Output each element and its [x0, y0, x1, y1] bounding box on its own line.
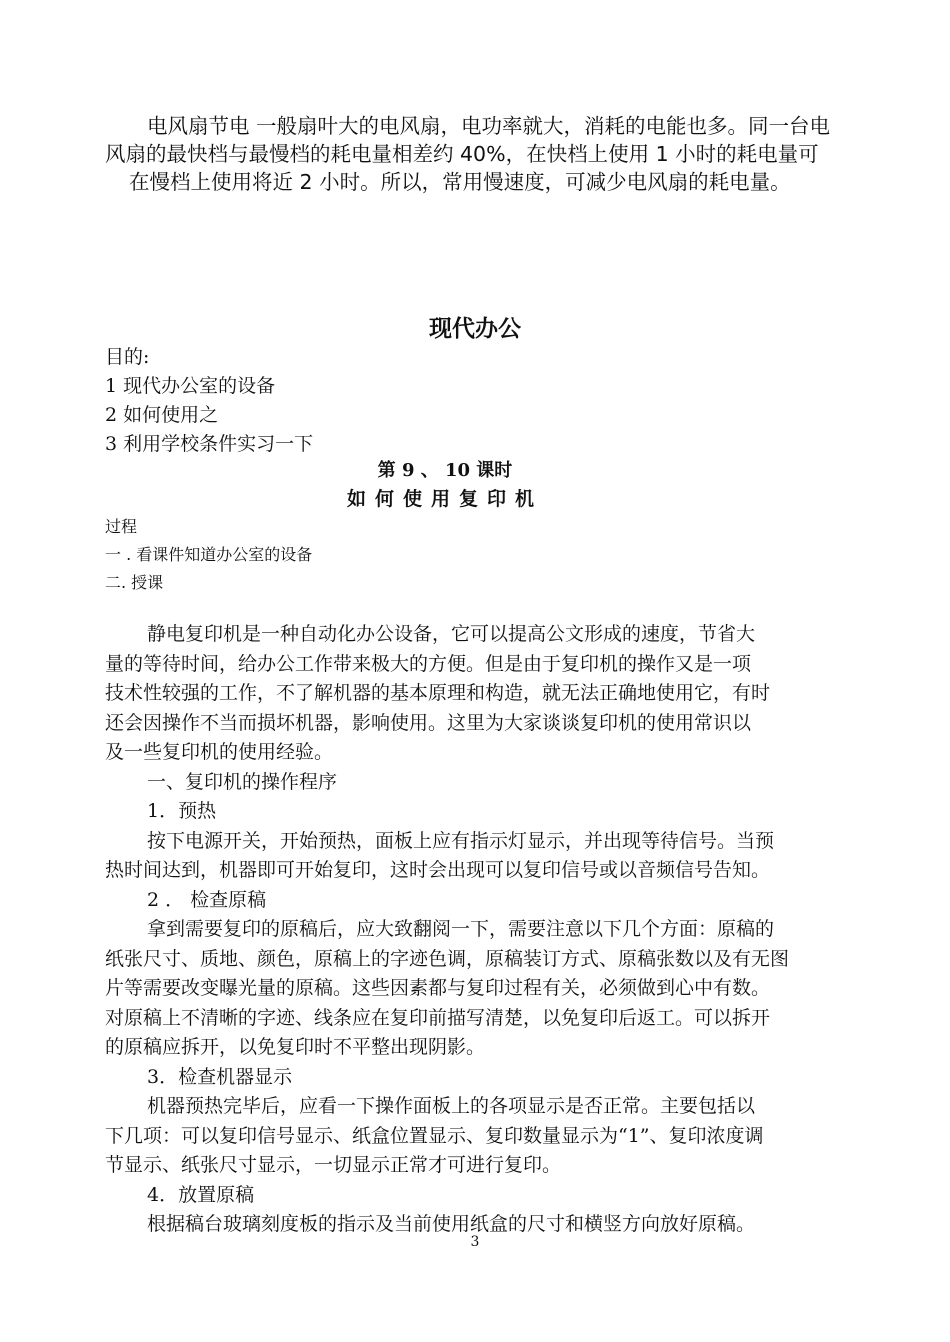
body-line: 及一些复印机的使用经验。 [105, 741, 334, 763]
body-line: 拿到需要复印的原稿后，应大致翻阅一下，需要注意以下几个方面：原稿的 [147, 918, 775, 940]
intro-line: 在慢档上使用将近 2 小时。所以，常用慢速度，可减少电风扇的耗电量。 [129, 170, 791, 194]
body-line: 机器预热完毕后，应看一下操作面板上的各项显示是否正常。主要包括以 [147, 1095, 756, 1117]
purpose-item: 3 利用学校条件实习一下 [105, 433, 314, 455]
body-text [105, 620, 850, 1240]
body-line: 静电复印机是一种自动化办公设备，它可以提高公文形成的速度，节省大 [147, 623, 756, 645]
body-line: 按下电源开关，开始预热，面板上应有指示灯显示，并出现等待信号。当预 [147, 829, 775, 852]
process-label: 过程 [105, 517, 138, 536]
body-line: 的原稿应拆开，以免复印时不平整出现阴影。 [105, 1036, 486, 1058]
body-line: 量的等待时间，给办公工作带来极大的方便。但是由于复印机的操作又是一项 [105, 652, 752, 675]
body-line: 1．预热 [147, 800, 217, 822]
intro-line: 电风扇节电 一般扇叶大的电风扇，电功率就大，消耗的电能也多。同一台电 [147, 114, 831, 138]
section-title: 现代办公 [429, 316, 521, 342]
body-line: 片等需要改变曝光量的原稿。这些因素都与复印过程有关，必须做到心中有数。 [105, 977, 771, 999]
process-step: 二. 授课 [105, 573, 164, 592]
body-line: 对原稿上不清晰的字迹、线条应在复印前描写清楚，以免复印后返工。可以拆开 [105, 1006, 771, 1029]
body-line: 还会因操作不当而损坏机器，影响使用。这里为大家谈谈复印机的使用常识以 [105, 711, 752, 734]
intro-line: 风扇的最快档与最慢档的耗电量相差约 40%，在快档上使用 1 小时的耗电量可 [105, 142, 819, 166]
body-line: 下几项：可以复印信号显示、纸盒位置显示、复印数量显示为“1”、复印浓度调 [105, 1124, 764, 1147]
body-line: 4．放置原稿 [147, 1183, 255, 1206]
purpose-label: 目的: [105, 346, 150, 368]
intro-paragraph [105, 112, 850, 196]
purpose-block [105, 343, 313, 459]
lesson-title: 如何使用复印机 [346, 488, 543, 510]
page-number: 3 [470, 1234, 480, 1250]
body-line: 一、复印机的操作程序 [147, 770, 338, 793]
process-step: 一 . 看课件知道办公室的设备 [105, 545, 313, 564]
body-line: 3．检查机器显示 [147, 1065, 293, 1088]
purpose-item: 1 现代办公室的设备 [105, 375, 276, 397]
body-line: 技术性较强的工作，不了解机器的基本原理和构造，就无法正确地使用它，有时 [105, 682, 771, 704]
process-block [105, 513, 312, 597]
body-line: 根据稿台玻璃刻度板的指示及当前使用纸盒的尺寸和横竖方向放好原稿。 [147, 1213, 756, 1235]
body-line: 热时间达到，机器即可开始复印，这时会出现可以复印信号或以音频信号告知。 [105, 859, 771, 881]
body-line: 2 ． 检查原稿 [147, 888, 267, 911]
lesson-period: 第 9 、 10 课时 [377, 460, 513, 481]
body-line: 纸张尺寸、质地、颜色，原稿上的字迹色调，原稿装订方式、原稿张数以及有无图 [105, 947, 790, 970]
body-line: 节显示、纸张尺寸显示，一切显示正常才可进行复印。 [105, 1154, 562, 1176]
purpose-item: 2 如何使用之 [105, 404, 219, 426]
